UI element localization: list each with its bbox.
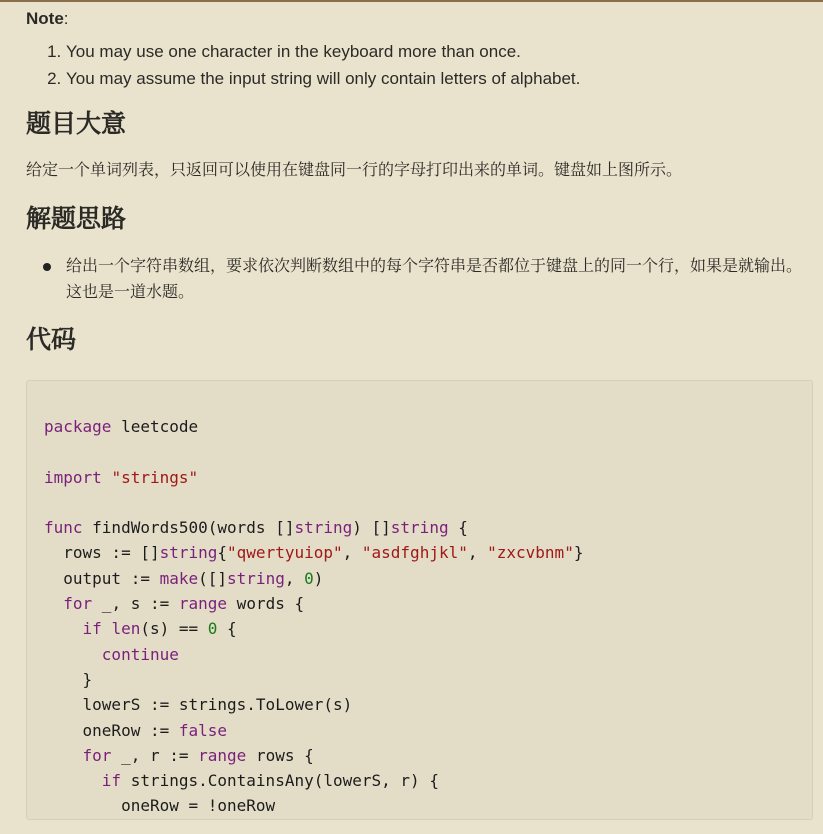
heading-approach: 解题思路 [26, 205, 127, 233]
code-line [44, 743, 812, 768]
code-token: , [467, 543, 488, 563]
code-token [44, 594, 63, 613]
code-token: findWords500(words [] [82, 518, 295, 538]
code-token [44, 619, 83, 638]
code-token: ([] [198, 568, 228, 588]
code-token: make [159, 568, 199, 588]
note-colon: : [63, 9, 69, 28]
code-line [44, 692, 812, 717]
code-token: strings.ContainsAny(lowerS, r) { [121, 771, 439, 791]
code-token: } [573, 543, 584, 563]
problem-summary-text: 给定一个单词列表，只返回可以使用在键盘同一行的字母打印出来的单词。键盘如上图所示。 [26, 162, 683, 179]
code-token: 0 [304, 568, 314, 588]
code-token: if [101, 771, 122, 791]
code-line [44, 439, 812, 464]
code-token: _, s := [92, 594, 179, 614]
note-list [26, 38, 813, 92]
heading-code: 代码 [26, 326, 77, 354]
code-token [44, 645, 102, 664]
code-token: rows { [246, 745, 314, 765]
bullet-icon [43, 263, 51, 271]
code-line [44, 642, 812, 667]
code-line [44, 768, 812, 793]
code-token: ) [] [352, 518, 391, 538]
code-token: rows := [] [44, 543, 160, 563]
code-token: if [82, 619, 102, 639]
code-token: "asdfghjkl" [361, 543, 468, 563]
code-line [44, 616, 812, 641]
code-line [44, 591, 812, 616]
code-token [44, 746, 83, 765]
code-token: string [227, 568, 285, 588]
note-paragraph [26, 8, 813, 30]
code-token: "strings" [111, 467, 199, 487]
code-line [44, 414, 812, 439]
code-token: false [178, 720, 228, 740]
code-token: } [44, 669, 93, 689]
approach-list [26, 254, 813, 306]
code-token: for [82, 745, 112, 765]
code-token: _, r := [111, 745, 199, 765]
code-line [44, 540, 812, 565]
code-line [44, 515, 812, 540]
code-token: for [63, 594, 93, 614]
note-item: 2. You may assume the input string will only contain letters of alphabet. [66, 65, 813, 92]
code-line [44, 667, 812, 692]
code-token: , [284, 568, 305, 588]
top-border [0, 0, 823, 2]
note-label: Note [26, 9, 64, 28]
code-token: words { [227, 594, 305, 614]
code-token: string [294, 518, 353, 538]
code-token: string [159, 543, 218, 563]
code-token: oneRow := [44, 720, 179, 740]
code-token [102, 619, 112, 638]
code-token: lowerS := strings.ToLower(s) [44, 695, 353, 715]
code-token: ) [313, 568, 324, 588]
code-token: (s) == [140, 619, 208, 639]
code-token: string [390, 518, 449, 538]
code-block [26, 380, 813, 820]
code-token: { [217, 619, 237, 639]
code-token: continue [101, 644, 179, 664]
code-token: len [111, 619, 141, 639]
code-token: leetcode [111, 417, 199, 436]
code-token: 0 [207, 619, 218, 639]
code-token: oneRow = !oneRow [44, 796, 276, 816]
code-token: range [198, 745, 247, 765]
article-content [26, 8, 813, 820]
code-token: , [342, 543, 362, 563]
code-token: output := [44, 568, 160, 588]
note-item: 1. You may use one character in the keyboard more than once. [66, 38, 813, 65]
code-token: { [217, 543, 228, 563]
code-token [102, 468, 112, 487]
code-line [44, 718, 812, 743]
code-token: package [44, 417, 112, 436]
code-token: range [178, 594, 228, 614]
code-token [44, 771, 102, 790]
code-line [44, 465, 812, 490]
approach-item-text: 给出一个字符串数组，要求依次判断数组中的每个字符串是否都位于键盘上的同一个行，如果是就输出。这也是一道水题。 [66, 258, 803, 301]
heading-problem-summary: 题目大意 [26, 110, 127, 138]
code-token: "zxcvbnm" [487, 543, 574, 563]
code-token: { [448, 518, 468, 538]
code-token: import [44, 467, 102, 487]
code-line [44, 490, 812, 515]
code-token: "qwertyuiop" [227, 543, 343, 563]
code-line [44, 793, 812, 818]
code-token: func [44, 518, 83, 538]
code-line [44, 566, 812, 591]
approach-item [66, 254, 813, 306]
